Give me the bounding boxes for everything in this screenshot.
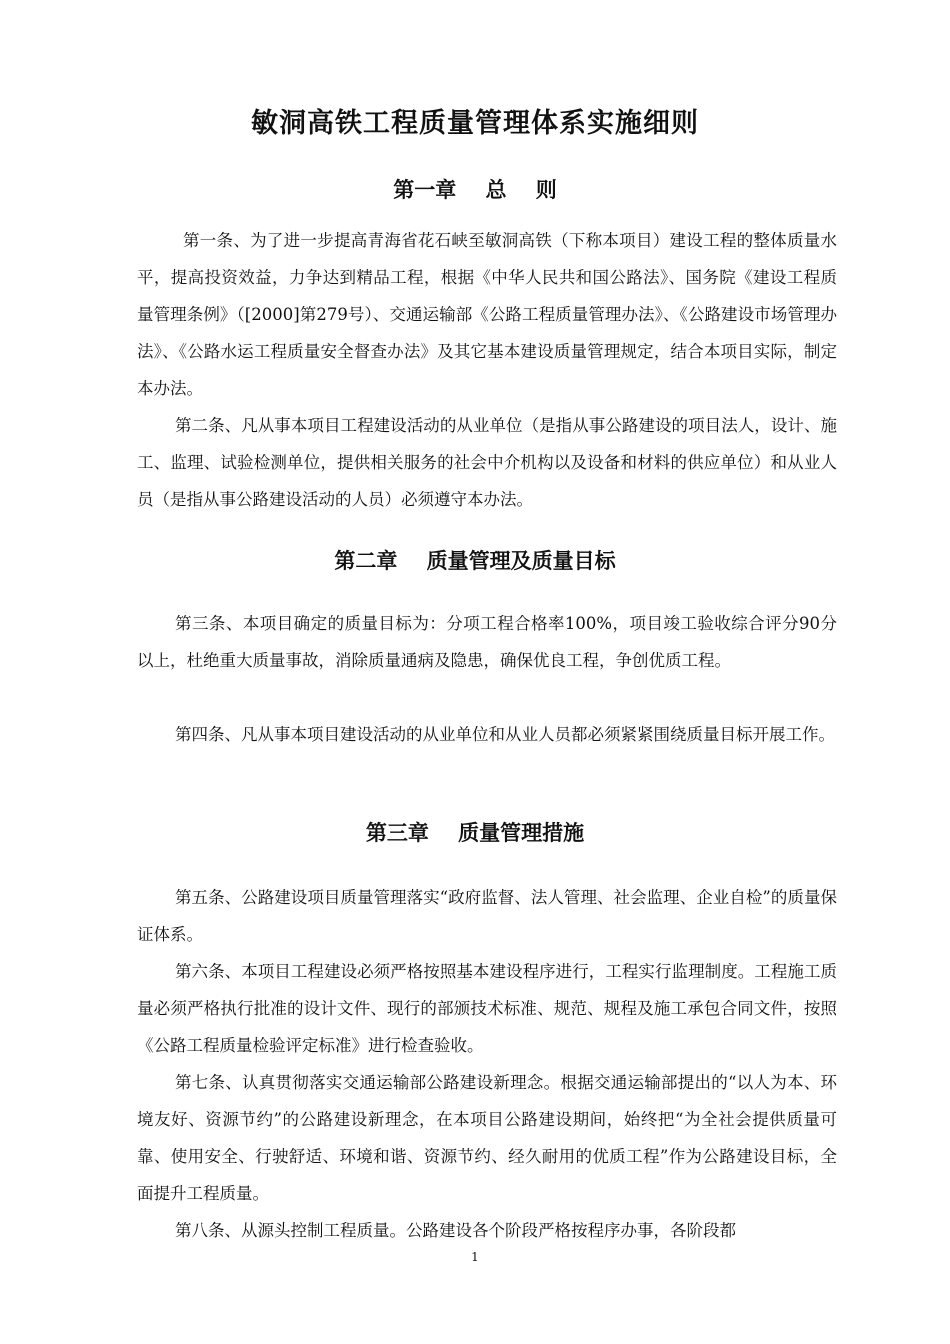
article-6: 第六条、本项目工程建设必须严格按照基本建设程序进行，工程实行监理制度。工程施工质量必须严格执行批准的设计文件、现行的部颁技术标准、规范、规程及施工承包合同文件，按照《公路工程质量检验评定标准》进行检查验收。 xyxy=(137,962,837,1055)
article-2: 第二条、凡从事本项目工程建设活动的从业单位（是指从事公路建设的项目法人，设计、施工、监理、试验检测单位，提供相关服务的社会中介机构以及设备和材料的供应单位）和从业人员（是指从事公路建设活动的人员）必须遵守本办法。 xyxy=(137,416,837,509)
chapter-3-heading: 第三章 质量管理措施 xyxy=(365,821,585,845)
article-1: 第一条、为了进一步提高青海省花石峡至敏洞高铁（下称本项目）建设工程的整体质量水平，提高投资效益，力争达到精品工程，根据《中华人民共和国公路法》、国务院《建设工程质量管理条例》（[2000]第279号）、交通运输部《公路工程质量管理办法》、《公路建设市场管理办法》、《公路水运工程质量安全督查办法》及其它基本建设质量管理规定，结合本项目实际，制定本办法。 xyxy=(137,231,837,398)
page-number: 1 xyxy=(471,1250,479,1264)
chapter-1-heading: 第一章 总 则 xyxy=(393,178,557,202)
document-title: 敏洞高铁工程质量管理体系实施细则 xyxy=(251,108,699,139)
article-3: 第三条、本项目确定的质量目标为：分项工程合格率100%，项目竣工验收综合评分90分以上，杜绝重大质量事故，消除质量通病及隐患，确保优良工程，争创优质工程。 xyxy=(137,614,837,670)
article-7: 第七条、认真贯彻落实交通运输部公路建设新理念。根据交通运输部提出的“以人为本、环境友好、资源节约”的公路建设新理念，在本项目公路建设期间，始终把“为全社会提供质量可靠、使用安全、行驶舒适、环境和谐、资源节约、经久耐用的优质工程”作为公路建设目标，全面提升工程质量。 xyxy=(137,1073,837,1203)
article-8: 第八条、从源头控制工程质量。公路建设各个阶段严格按程序办事，各阶段都 xyxy=(175,1221,736,1240)
article-4: 第四条、凡从事本项目建设活动的从业单位和从业人员都必须紧紧围绕质量目标开展工作。 xyxy=(175,725,835,744)
article-5: 第五条、公路建设项目质量管理落实“政府监督、法人管理、社会监理、企业自检”的质量保证体系。 xyxy=(137,888,837,944)
chapter-2-heading: 第二章 质量管理及质量目标 xyxy=(334,549,616,573)
